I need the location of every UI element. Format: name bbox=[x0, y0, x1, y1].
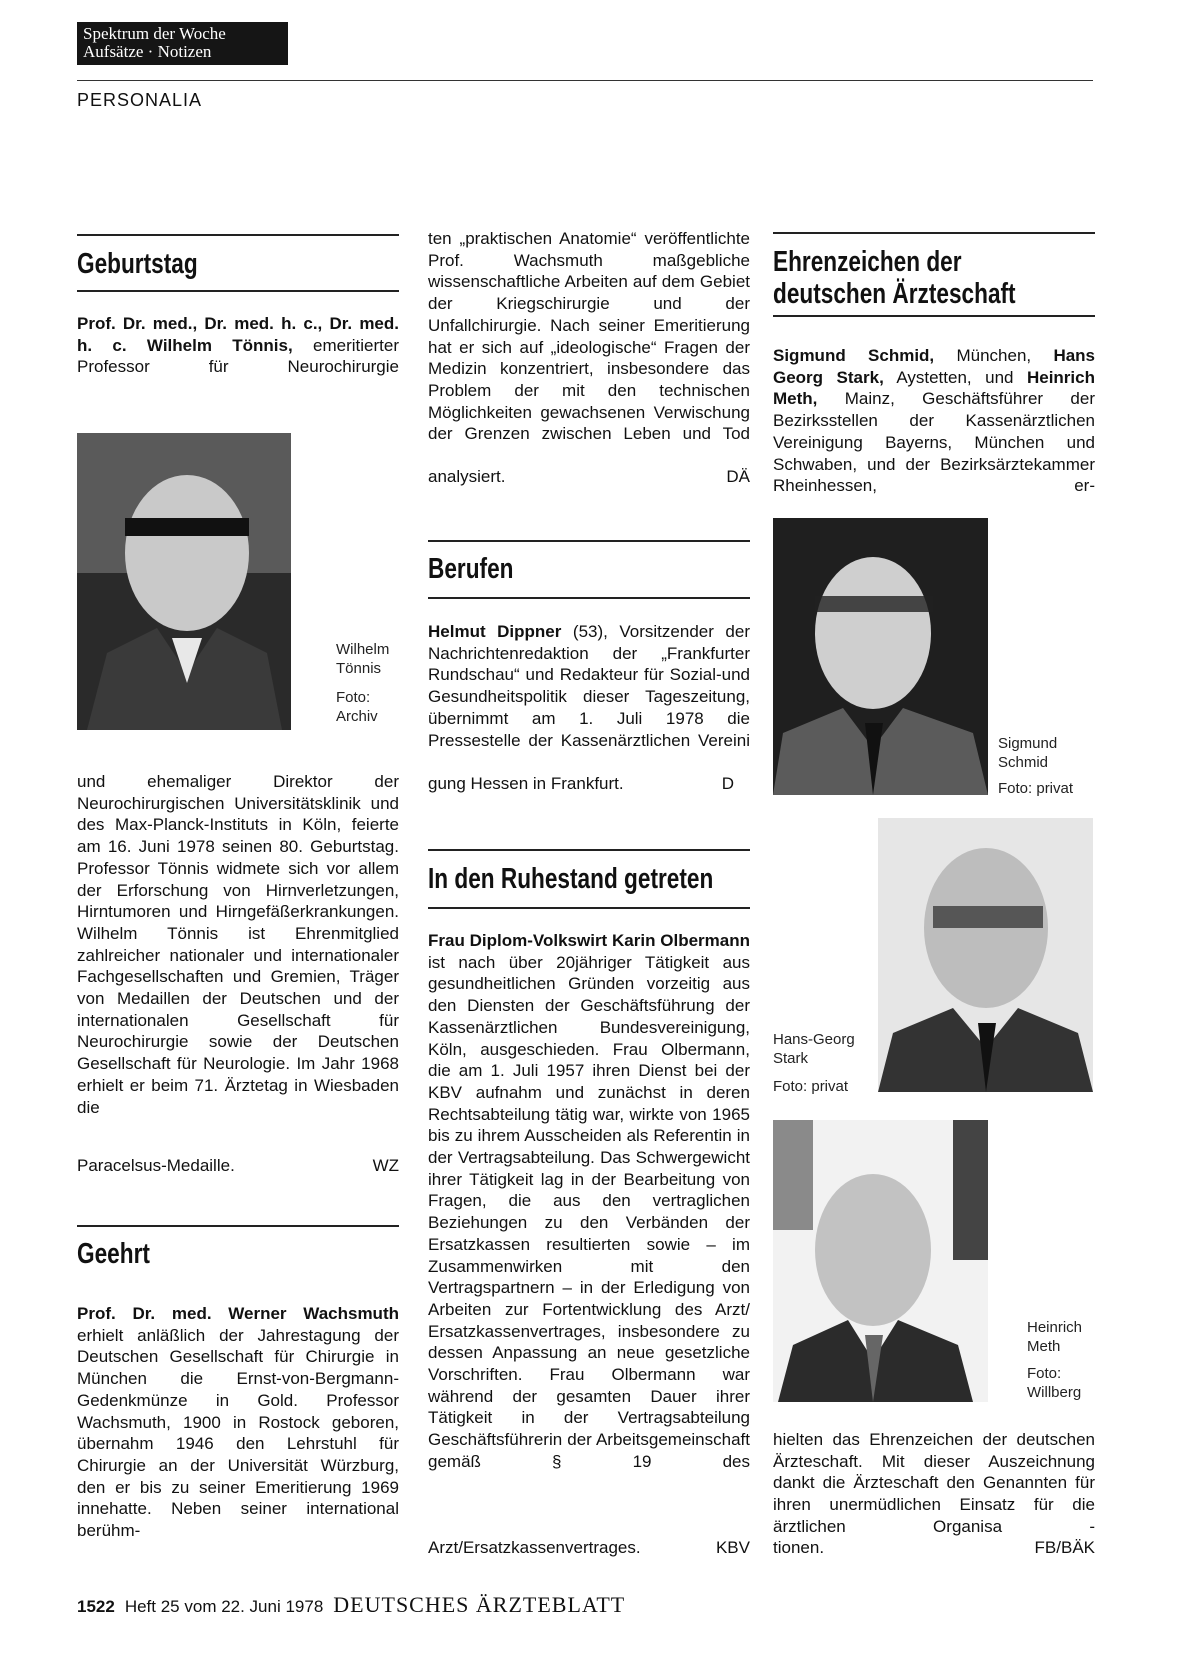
portrait-photo bbox=[773, 1120, 988, 1402]
last-line: analysiert. bbox=[428, 467, 506, 486]
section-title: PERSONALIA bbox=[77, 90, 203, 110]
caption-line: Meth bbox=[1027, 1338, 1061, 1355]
rule-ehrenzeichen-bottom bbox=[773, 315, 1095, 317]
caption-line: Heinrich bbox=[1027, 1319, 1083, 1336]
author-sign: KBV bbox=[715, 1538, 750, 1557]
ruhestand-body bbox=[428, 930, 750, 1473]
ehrenzeichen-intro bbox=[773, 345, 1095, 497]
name-toennis: Prof. Dr. med., Dr. med. h. c., Dr. med. h. c. Wilhelm Tönnis, bbox=[77, 314, 399, 355]
heading-geehrt: Geehrt bbox=[77, 1238, 150, 1270]
caption-schmid bbox=[998, 734, 1073, 798]
heading-line: deutschen Ärzteschaft bbox=[773, 278, 1016, 310]
body-text: erhielt anläßlich der Jahrestagung der Deutschen Gesellschaft für Chirurgie in München die Ernst-von-Bergmann-Gedenkmünze in Gold. Professor Wachsmuth, 1900 in Rostock geboren, übernahm 1946 den Lehrstuhl für Chirurgie an der Universität Würzburg, den er bis zu seiner Emeritierung 1969 innehatte. Neben seiner international berühm- bbox=[77, 1325, 399, 1541]
badge-line-1: Spektrum der Woche bbox=[83, 24, 226, 43]
last-line: gung Hessen in Frankfurt. bbox=[428, 774, 624, 793]
caption-line: Foto: privat bbox=[998, 780, 1074, 797]
rule-berufen-bottom bbox=[428, 597, 750, 599]
rule-ruhestand-top bbox=[428, 849, 750, 851]
berufen-end bbox=[428, 773, 734, 795]
intro-text: Aystetten, und bbox=[883, 367, 1027, 387]
badge-line-2: Aufsätze · Notizen bbox=[83, 42, 212, 61]
heading-berufen: Berufen bbox=[428, 553, 514, 585]
ruhestand-end bbox=[428, 1537, 750, 1559]
name-dippner: Helmut Dippner bbox=[428, 622, 562, 641]
heading-line: Ehrenzeichen der bbox=[773, 246, 962, 278]
caption-line: Sigmund bbox=[998, 735, 1058, 752]
portrait-photo-icon bbox=[773, 1120, 988, 1402]
ehrenzeichen-end bbox=[773, 1537, 1095, 1559]
issue-info: Heft 25 vom 22. Juni 1978 bbox=[124, 1597, 324, 1616]
caption-toennis bbox=[336, 640, 389, 726]
geburtstag-end bbox=[77, 1155, 399, 1177]
ehrenzeichen-body: hielten das Ehrenzeichen der deutschen Ärzteschaft. Mit dieser Auszeichnung dankt die Ärzteschaft den Genannten für ihren unermüdlichen Einsatz für die ärztlichen Organisa - bbox=[773, 1430, 1095, 1536]
geburtstag-body: und ehemaliger Direktor der Neurochirurgischen Universitätsklinik und des Max-Planck-Instituts in Köln, feierte am 16. Juni 1978 seinen 80. Geburtstag. Professor Tönnis widmete sich vor allem der Erforschung von Hirnverletzungen, Hirntumoren und Hirngefäßerkrankungen. Wilhelm Tönnis ist Ehrenmitglied zahlreicher nationaler und internationaler Fachgesellschaften und Gremien, Träger von Medaillen der Deutschen und der internationalen Gesellschaft für Neurochirurgie sowie der Deutschen Gesellschaft für Neurologie. Im Jahr 1968 erhielt er beim 71. Ärztetag in Wiesbaden die bbox=[77, 772, 399, 1117]
caption-line: Tönnis bbox=[336, 660, 382, 677]
magazine-name: DEUTSCHES ÄRZTEBLATT bbox=[333, 1592, 626, 1617]
caption-line: Foto: bbox=[1027, 1365, 1062, 1382]
page-footer bbox=[77, 1592, 625, 1618]
geehrt-continued: ten „praktischen Anatomie“ veröffentlichte Prof. Wachsmuth maßgebliche wissenschaftliche Arbeiten auf dem Gebiet der Kriegschirurgie und der Unfallchirurgie. Nach seiner Emeritierung hat er sich auf „ideologische“ Fragen der Medizin konzentriert, insbesondere das Problem der mit den technischen Möglichkeiten gewachsenen Verwischung der Grenzen zwischen Leben und Tod bbox=[428, 229, 750, 444]
caption-line: Archiv bbox=[336, 708, 378, 725]
caption-line: Hans-Georg bbox=[773, 1031, 855, 1048]
name-olbermann: Frau Diplom-Volkswirt Karin Olbermann bbox=[428, 931, 750, 950]
page-number: 1522 bbox=[77, 1597, 115, 1616]
rule-ruhestand-bottom bbox=[428, 907, 750, 909]
portrait-photo-icon bbox=[773, 518, 988, 795]
rule-geburtstag-top bbox=[77, 234, 399, 236]
heading-ehrenzeichen bbox=[773, 246, 1016, 310]
body-text: (53), Vorsitzender der Nachrichtenredaktion der „Frankfurter Rundschau“ und Redakteur für Sozial-und Gesundheitspolitik dieser Tageszeitung, übernimmt am 1. Juli 1978 die Pressestelle der Kassenärztlichen Vereini bbox=[428, 622, 750, 750]
caption-line: Stark bbox=[773, 1050, 809, 1067]
caption-line: Foto: privat bbox=[773, 1078, 849, 1095]
portrait-photo bbox=[878, 818, 1093, 1092]
caption-line: Schmid bbox=[998, 754, 1049, 771]
last-line: Arzt/Ersatzkassenvertrages. bbox=[428, 1538, 641, 1557]
caption-line: Wilhelm bbox=[336, 641, 390, 658]
rule-ehrenzeichen-top bbox=[773, 232, 1095, 234]
last-line: tionen. bbox=[773, 1538, 825, 1557]
geburtstag-intro bbox=[77, 313, 399, 378]
rule-berufen-top bbox=[428, 540, 750, 542]
heading-ruhestand: In den Ruhestand getreten bbox=[428, 863, 714, 895]
body-text: ist nach über 20jähriger Tätigkeit aus gesundheitlichen Gründen vorzeitig aus den Diensten der Geschäftsführung der Kassenärztlichen Bundesvereinigung, Köln, ausgeschieden. Frau Olbermann, die am 1. Juli 1957 ihren Dienst bei der KBV aufnahm und zunächst in deren Rechtsabteilung tätig war, wirkte von 1965 bis zu ihrem Ausscheiden als Referentin in der Vertragsabteilung. Das Schwergewicht ihrer Tätigkeit lag in der Bearbeitung von Fragen, die aus den vertraglichen Beziehungen zu den Verbänden der Ersatzkassen resultierten sowie – im Zusammenwirken mit den Vertragspartnern – in der Erledigung von Arbeiten zur Fortentwicklung des Arzt/ Ersatzkassenvertrages, insbesondere zu dessen Anpassung an neue gesetzliche Vorschriften. Frau Olbermann war während der gesamten Dauer ihrer Tätigkeit in der Vertragsabteilung Geschäftsführerin der Arbeitsgemeinschaft gemäß § 19 des bbox=[428, 952, 750, 1471]
name-schmid: Sigmund Schmid, bbox=[773, 346, 935, 365]
rule-geburtstag-bottom bbox=[77, 290, 399, 292]
caption-meth bbox=[1027, 1318, 1082, 1402]
caption-line: Foto: bbox=[336, 689, 371, 706]
portrait-photo bbox=[77, 433, 291, 730]
geehrt-end bbox=[428, 466, 750, 488]
last-line: Paracelsus-Medaille. bbox=[77, 1156, 235, 1175]
intro-text: emeritierter Professor für Neurochirurgie bbox=[77, 335, 400, 377]
geehrt-body bbox=[77, 1303, 399, 1542]
berufen-body bbox=[428, 621, 750, 751]
author-sign: WZ bbox=[372, 1156, 399, 1175]
rule-geehrt-top bbox=[77, 1225, 399, 1227]
caption-line: Willberg bbox=[1027, 1384, 1082, 1401]
name-wachsmuth: Prof. Dr. med. Werner Wachsmuth bbox=[77, 1304, 399, 1323]
section-badge bbox=[77, 22, 288, 65]
intro-text: Mainz, Geschäftsführer der Bezirksstellen der Kassenärztlichen Vereinigung Bayerns, München und Schwaben, und der Bezirksärztekammer Rheinhessen, er- bbox=[773, 389, 1095, 496]
heading-geburtstag: Geburtstag bbox=[77, 248, 198, 280]
author-sign: DÄ bbox=[726, 467, 750, 486]
caption-stark bbox=[773, 1030, 855, 1096]
name-stark: Hans Georg Stark, bbox=[773, 346, 1096, 387]
portrait-photo-icon bbox=[878, 818, 1093, 1092]
header-rule bbox=[77, 80, 1093, 81]
author-sign: D bbox=[721, 774, 734, 793]
intro-text: München, bbox=[934, 346, 1054, 365]
portrait-photo bbox=[773, 518, 988, 795]
author-sign: FB/BÄK bbox=[1034, 1538, 1095, 1557]
portrait-photo-icon bbox=[77, 433, 291, 730]
name-meth: Heinrich Meth, bbox=[773, 367, 1095, 409]
